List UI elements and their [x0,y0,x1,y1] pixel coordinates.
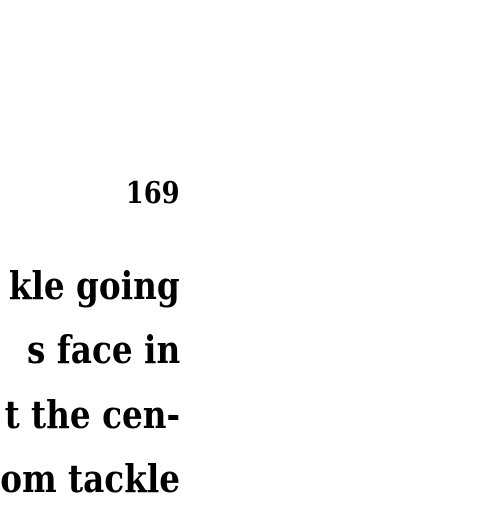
page-number: 169 [126,176,180,211]
text-line-1: kle going [9,263,180,308]
text-line-2: s face in [26,327,180,372]
text-line-4: om tackle [0,456,180,501]
text-line-3: t the cen- [4,392,180,437]
